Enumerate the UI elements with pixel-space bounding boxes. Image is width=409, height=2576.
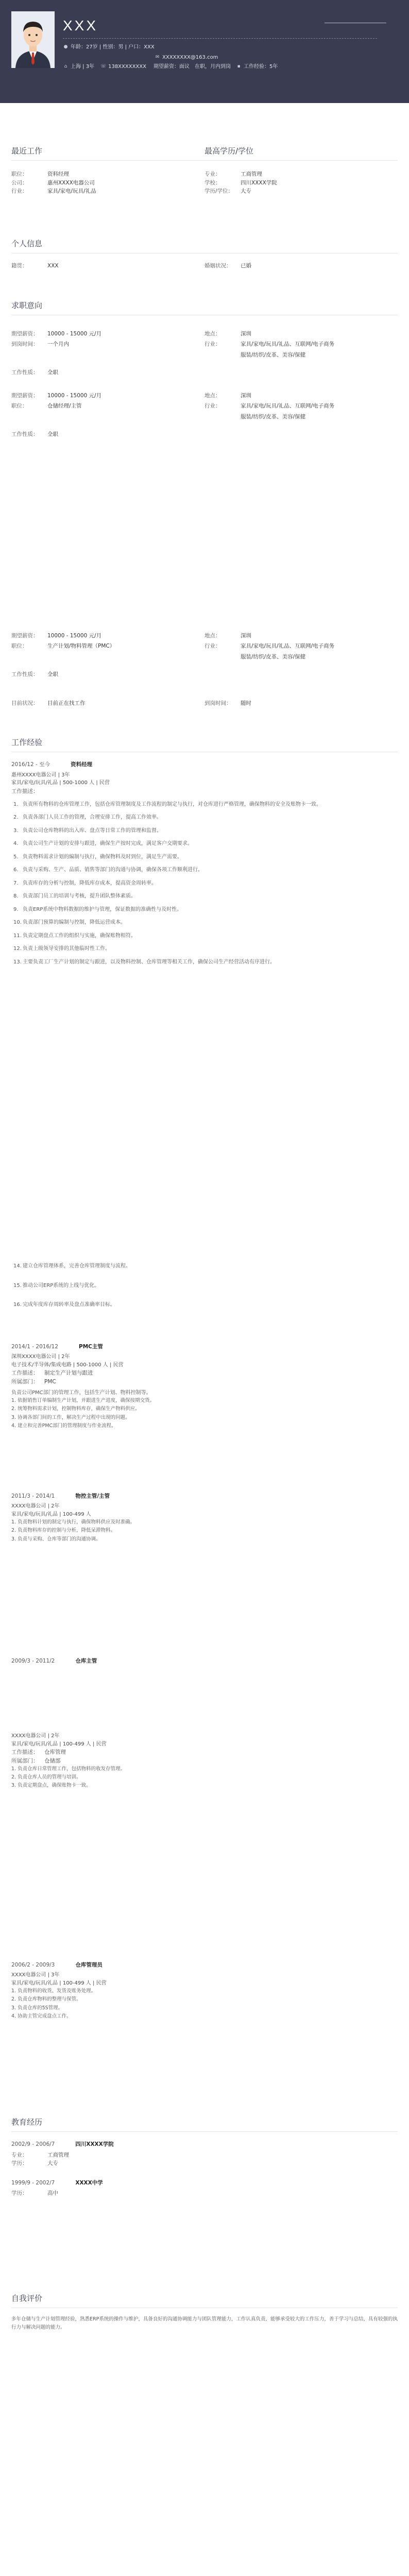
phone-icon: ☏ bbox=[100, 64, 107, 70]
job-2-header bbox=[11, 1343, 398, 1351]
field-label: 到岗时间： bbox=[204, 700, 232, 707]
position-value: 一个月内 bbox=[47, 341, 69, 348]
list-item: 14. 建立仓库管理体系，完善仓库管理制度与流程。 bbox=[13, 1263, 131, 1269]
location-value: 深圳 bbox=[241, 633, 251, 639]
field-label: 行业： bbox=[204, 643, 221, 650]
personal-title: 个人信息 bbox=[11, 238, 398, 253]
list-item: 5. 负责物料需求计划的编制与执行，确保物料及时到位，满足生产需要。 bbox=[13, 854, 182, 860]
job-title: PMC主管 bbox=[79, 1344, 103, 1350]
job-4-header bbox=[11, 1657, 398, 1665]
arrival-value: 随时 bbox=[241, 700, 251, 707]
list-item: 3. 协调各部门间的工作，解决生产过程中出现的问题。 bbox=[11, 1414, 130, 1420]
email-text: XXXXXXXX@163.com bbox=[162, 55, 218, 60]
briefcase-icon: ▪ bbox=[237, 64, 241, 70]
edu-date: 1999/9 - 2002/7 bbox=[11, 2180, 55, 2187]
field-label: 婚姻状况： bbox=[204, 263, 232, 269]
list-item: 3. 负责与采购、仓库等部门的沟通协调。 bbox=[11, 1536, 101, 1542]
field-label: 期望薪资： bbox=[11, 393, 39, 399]
field-label: 到岗时间： bbox=[11, 341, 39, 348]
job-1-tail bbox=[11, 1257, 398, 1309]
edu-degree: 高中 bbox=[47, 2190, 58, 2197]
field-label: 学历： bbox=[11, 2160, 28, 2166]
job-title: 物控主管/主管 bbox=[75, 1493, 110, 1499]
position-value: 生产计划/物料管理（PMC） bbox=[47, 643, 115, 650]
intent-block-1 bbox=[11, 330, 398, 379]
job-description: 负责公司PMC部门的管理工作，包括生产计划、物料控制等。 bbox=[11, 1389, 151, 1396]
field-label: 地点： bbox=[204, 393, 221, 399]
industry-extra: 服装/纺织/皮革、美容/保健 bbox=[241, 351, 306, 358]
phone-text: 138XXXXXXXX bbox=[108, 64, 146, 70]
salary-value: 10000 - 15000 元/月 bbox=[47, 331, 102, 337]
job-1-meta bbox=[11, 771, 398, 795]
field-label: 学校： bbox=[204, 179, 221, 186]
status-text: 在职，月内到岗 bbox=[195, 64, 231, 70]
job-company-size: 家具/家电/玩具/礼品 | 500-1000 人 | 民营 bbox=[11, 780, 110, 786]
list-item: 4. 负责公司生产计划的安排与跟进，确保生产按时完成，满足客户交期要求。 bbox=[13, 841, 193, 847]
industry-value: 家具/家电/玩具/礼品、互联网/电子商务 bbox=[241, 403, 335, 410]
salary-value: 10000 - 15000 元/月 bbox=[47, 393, 102, 399]
field-label: 工作性质： bbox=[11, 369, 39, 376]
contact-line-2 bbox=[155, 54, 218, 62]
list-item: 2. 负责各部门人员工作的管理，合理安排工作，提高工作效率。 bbox=[13, 815, 162, 821]
intent-block-2 bbox=[11, 392, 398, 440]
list-item: 4. 协助主管完成盘点工作。 bbox=[11, 2013, 72, 2019]
education-section bbox=[11, 2116, 398, 2198]
job-date: 2011/3 - 2014/1 bbox=[11, 1493, 55, 1499]
contact-line-1 bbox=[63, 43, 155, 52]
list-item: 6. 负责与采购、生产、品质、销售等部门的沟通与协调，确保各项工作顺利进行。 bbox=[13, 867, 203, 873]
hometown-value: XXX bbox=[47, 263, 59, 269]
highest-edu-title: 最高学历/学位 bbox=[204, 146, 254, 156]
major-value: 工商管理 bbox=[241, 171, 262, 178]
job-company: 惠州XXXX电器公司 | 3年 bbox=[11, 772, 70, 778]
field-label: 专业： bbox=[204, 171, 221, 178]
intent-title: 求职意向 bbox=[11, 300, 398, 315]
job-company: XXXX电器公司 | 3年 bbox=[11, 1972, 60, 1978]
field-label: 地点： bbox=[204, 331, 221, 337]
marital-value: 已婚 bbox=[241, 263, 251, 269]
field-label: 工作性质： bbox=[11, 671, 39, 677]
field-label: 所属部门： bbox=[11, 1757, 39, 1764]
job-type-value: 全职 bbox=[47, 671, 58, 677]
self-title: 自我评价 bbox=[11, 2293, 398, 2308]
intent-section bbox=[11, 300, 398, 315]
salary-value: 10000 - 15000 元/月 bbox=[47, 633, 102, 639]
field-value: PMC bbox=[44, 1378, 56, 1385]
job-company: XXXX电器公司 | 2年 bbox=[11, 1733, 60, 1739]
job-company-size: 电子技术/半导体/集成电路 | 500-1000 人 | 民营 bbox=[11, 1362, 124, 1368]
list-item: 3. 负责公司仓库物料的出入库、盘点等日常工作的管理和监督。 bbox=[13, 827, 162, 834]
location-icon: ⌂ bbox=[64, 64, 67, 70]
field-label: 目前状况： bbox=[11, 700, 39, 707]
current-status-value: 目前正在找工作 bbox=[47, 700, 86, 707]
list-item: 2. 负责仓库人员的管理与培训。 bbox=[11, 1774, 81, 1780]
job-company: 深圳XXXX电器公司 | 2年 bbox=[11, 1354, 70, 1360]
industry-value: 家具/家电/玩具/礼品 bbox=[47, 188, 96, 194]
self-text: 多年仓储与生产计划管理经验，熟悉ERP系统的操作与维护，具备良好的沟通协调能力与团队管理能力，工作认真负责，能够承受较大的工作压力，善于学习与总结，具有较强的执行力与解决问题的能力。 bbox=[11, 2316, 398, 2331]
job-company-size: 家具/家电/玩具/礼品 | 100-499 人 bbox=[11, 1511, 91, 1517]
field-label: 期望薪资： bbox=[11, 633, 39, 639]
job-title: 仓库主管 bbox=[75, 1658, 97, 1664]
user-icon: ● bbox=[63, 44, 68, 50]
location-value: 深圳 bbox=[241, 331, 251, 337]
list-item: 2. 负责物料库存的控制与分析，降低呆滞物料。 bbox=[11, 1528, 116, 1534]
job-1-header bbox=[11, 760, 398, 769]
job-company-size: 家具/家电/玩具/礼品 | 100-499 人 | 民营 bbox=[11, 1980, 107, 1986]
field-label: 职位： bbox=[11, 403, 28, 410]
job-title: 仓库管理员 bbox=[75, 1962, 103, 1968]
location-text: 上海 | 3年 bbox=[71, 64, 95, 70]
edu-school: 四川XXXX学院 bbox=[75, 2141, 114, 2148]
list-item: 15. 推动公司ERP系统的上线与优化。 bbox=[13, 1282, 100, 1289]
mail-icon: ✉ bbox=[155, 55, 160, 60]
work-section bbox=[11, 737, 398, 966]
list-item: 9. 负责ERP系统中物料数据的维护与管理，保证数据的准确性与及时性。 bbox=[13, 906, 182, 912]
field-value: 仓库管理 bbox=[44, 1749, 66, 1756]
latest-work-title: 最近工作 bbox=[11, 146, 43, 156]
job-3 bbox=[11, 1484, 398, 1544]
work-title: 工作经验 bbox=[11, 737, 398, 752]
edu-school: XXXX中学 bbox=[75, 2180, 103, 2187]
job-type-value: 全职 bbox=[47, 369, 58, 376]
field-label: 行业： bbox=[204, 341, 221, 348]
field-label: 工作性质： bbox=[11, 431, 39, 437]
field-label: 工作描述： bbox=[11, 1749, 39, 1756]
list-item: 8. 负责部门员工的培训与考核，提升团队整体素质。 bbox=[13, 893, 136, 900]
candidate-name: XXX bbox=[63, 18, 98, 33]
job-type-value: 全职 bbox=[47, 431, 58, 437]
edu-item-1 bbox=[11, 2140, 398, 2167]
list-item: 12. 负责上级领导安排的其他临时性工作。 bbox=[13, 946, 110, 952]
field-label: 行业： bbox=[11, 188, 28, 194]
field-value: 仓储部 bbox=[44, 1757, 61, 1764]
job-5 bbox=[11, 1953, 398, 2021]
job-4 bbox=[11, 1649, 398, 1790]
school-value: 四川XXXX学院 bbox=[241, 179, 277, 186]
list-item: 1. 负责所有物料的仓库管理工作，包括仓库管理制度及工作流程的制定与执行，对仓库进行严格管理，确保物料的安全及账物卡一致。 bbox=[13, 801, 321, 807]
position-value: 仓储经理/主管 bbox=[47, 403, 82, 410]
intent-block-3 bbox=[11, 632, 398, 709]
field-label: 籍贯： bbox=[11, 263, 28, 269]
job-company: XXXX电器公司 | 2年 bbox=[11, 1503, 60, 1510]
list-item: 3. 负责仓库的5S管理。 bbox=[11, 2005, 63, 2011]
list-item: 3. 负责定期盘点，确保账物卡一致。 bbox=[11, 1783, 91, 1789]
job-4-meta bbox=[11, 1732, 398, 1765]
list-item: 13. 主要负责工厂生产计划的制定与跟进，以及物料控制、仓库管理等相关工作，确保公司生产经营活动有序进行。 bbox=[13, 959, 275, 965]
highest-edu-fields bbox=[204, 170, 398, 195]
industry-extra: 服装/纺织/皮革、美容/保健 bbox=[241, 653, 306, 660]
list-item: 2. 负责仓库物料的整理与保管。 bbox=[11, 1996, 81, 2003]
edu-date: 2002/9 - 2006/7 bbox=[11, 2141, 55, 2148]
experience-text: 工作经验：5年 bbox=[244, 64, 278, 70]
industry-extra: 服装/纺织/皮革、美容/保健 bbox=[241, 413, 306, 420]
location-value: 深圳 bbox=[241, 393, 251, 399]
job-5-meta bbox=[11, 1971, 398, 1987]
job-company-size: 家具/家电/玩具/礼品 | 100-499 人 | 民营 bbox=[11, 1741, 107, 1747]
list-item: 10. 负责部门预算的编制与控制，降低运营成本。 bbox=[13, 920, 126, 926]
field-label: 职位： bbox=[11, 171, 28, 178]
job-5-header bbox=[11, 1961, 398, 1969]
job-2 bbox=[11, 1334, 398, 1430]
list-item: 7. 负责库存的分析与控制，降低库存成本，提高资金周转率。 bbox=[13, 880, 157, 886]
name-divider bbox=[63, 38, 377, 39]
list-item: 16. 完成年度库存周转率及盘点准确率目标。 bbox=[13, 1302, 115, 1308]
field-label: 地点： bbox=[204, 633, 221, 639]
field-label: 工作描述： bbox=[11, 788, 39, 794]
list-item: 4. 建立和完善PMC部门的管理制度与作业流程。 bbox=[11, 1422, 116, 1429]
list-item: 11. 负责定期盘点工作的组织与实施，确保账物相符。 bbox=[13, 933, 136, 939]
degree-value: 大专 bbox=[241, 188, 251, 194]
list-item: 2. 统筹物料需求计划，控制物料库存，确保生产物料供应。 bbox=[11, 1406, 140, 1412]
field-label: 期望薪资： bbox=[11, 331, 39, 337]
contact-line-3 bbox=[63, 63, 278, 71]
salary-text: 期望薪资：面议 bbox=[154, 64, 190, 70]
field-label: 学历： bbox=[11, 2190, 28, 2197]
list-item: 1. 负责物料的收货、发货及账务处理。 bbox=[11, 1988, 96, 1994]
job-3-meta bbox=[11, 1502, 398, 1518]
field-label: 公司： bbox=[11, 179, 28, 186]
basic-info-text: 年龄：27岁 | 性别：男 | 户口：XXX bbox=[71, 44, 155, 50]
avatar bbox=[11, 11, 55, 68]
company-value: 惠州XXXX电器公司 bbox=[47, 179, 95, 186]
resume-header bbox=[0, 0, 409, 103]
job-date: 2016/12 - 至今 bbox=[11, 761, 50, 768]
list-item: 1. 负责物料计划的制定与执行，确保物料供应及时准确。 bbox=[11, 1519, 135, 1526]
edu-item-2 bbox=[11, 2179, 398, 2198]
personal-section bbox=[11, 238, 398, 270]
job-title-value: 资料经理 bbox=[47, 171, 69, 178]
edu-major: 工商管理 bbox=[47, 2151, 69, 2158]
job-title: 资料经理 bbox=[71, 761, 93, 768]
job-2-meta bbox=[11, 1353, 398, 1386]
education-title: 教育经历 bbox=[11, 2116, 398, 2132]
field-label: 职位： bbox=[11, 643, 28, 650]
job-date: 2014/1 - 2016/12 bbox=[11, 1344, 59, 1350]
field-label: 行业： bbox=[204, 403, 221, 410]
field-label: 工作描述： bbox=[11, 1370, 39, 1377]
latest-section bbox=[11, 145, 398, 195]
job-date: 2006/2 - 2009/3 bbox=[11, 1962, 55, 1968]
list-item: 1. 负责仓库日常管理工作，包括物料的收发存管理。 bbox=[11, 1766, 126, 1772]
job-3-header bbox=[11, 1492, 398, 1500]
field-label: 学历/学位： bbox=[204, 188, 234, 194]
field-label: 所属部门： bbox=[11, 1378, 39, 1385]
industry-value: 家具/家电/玩具/礼品、互联网/电子商务 bbox=[241, 643, 335, 650]
self-section bbox=[11, 2293, 398, 2332]
job-date: 2009/3 - 2011/2 bbox=[11, 1658, 55, 1664]
edu-degree: 大专 bbox=[47, 2160, 58, 2166]
latest-work-fields bbox=[11, 170, 204, 195]
industry-value: 家具/家电/玩具/礼品、互联网/电子商务 bbox=[241, 341, 335, 348]
field-label: 专业： bbox=[11, 2151, 28, 2158]
field-value: 制定生产计划与跟进 bbox=[44, 1370, 93, 1377]
list-item: 1. 依据销售订单编制生产计划，并跟进生产进度，确保按期交货。 bbox=[11, 1398, 155, 1404]
